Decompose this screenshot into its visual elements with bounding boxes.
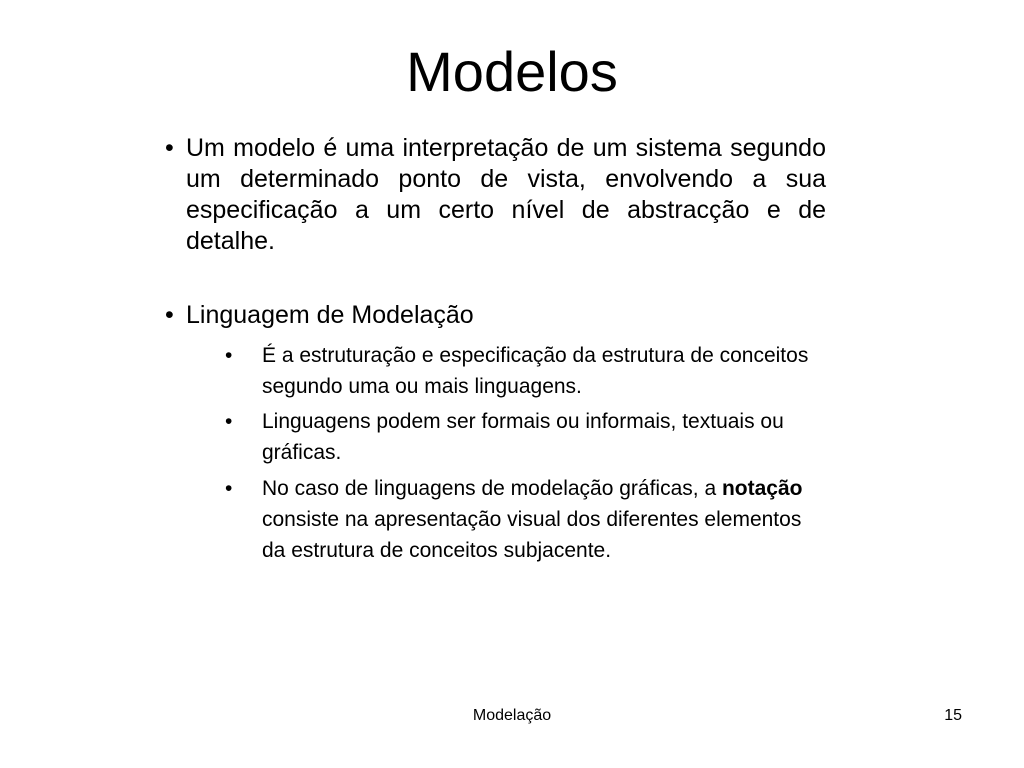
bullet-item-model-definition bbox=[165, 133, 826, 257]
footer-title: Modelação bbox=[472, 707, 552, 724]
slide-title: Modelos bbox=[406, 40, 618, 103]
sub-bullet-text: É a estruturação e especificação da estrutura de conceitos segundo uma ou mais linguagens. bbox=[262, 344, 809, 398]
sub-bullet-text-after: consiste na apresentação visual dos diferentes elementos da estrutura de conceitos subjacente. bbox=[262, 508, 802, 562]
bullet-item-modeling-language bbox=[165, 300, 826, 331]
bullet-icon: • bbox=[225, 344, 233, 367]
bullet-icon: • bbox=[225, 410, 233, 433]
notation-term: notação bbox=[721, 477, 803, 500]
bullet-icon: • bbox=[165, 301, 174, 329]
page-number: 15 bbox=[944, 707, 962, 724]
sub-bullet-item-language-types bbox=[225, 406, 825, 468]
bullet-text: Linguagem de Modelação bbox=[186, 301, 474, 329]
sub-bullet-text-before: No caso de linguagens de modelação gráficas, a bbox=[262, 477, 722, 500]
sub-bullet-item-structuring bbox=[225, 340, 825, 402]
sub-bullet-text: Linguagens podem ser formais ou informais, textuais ou gráficas. bbox=[262, 410, 784, 464]
sub-bullet-text bbox=[262, 473, 825, 566]
bullet-text: Um modelo é uma interpretação de um sistema segundo um determinado ponto de vista, envolvendo a sua especificação a um certo nível de abstracção e de detalhe. bbox=[186, 134, 826, 255]
bullet-icon: • bbox=[225, 477, 233, 500]
sub-bullet-item-notation bbox=[225, 473, 825, 566]
bullet-icon: • bbox=[165, 134, 174, 162]
